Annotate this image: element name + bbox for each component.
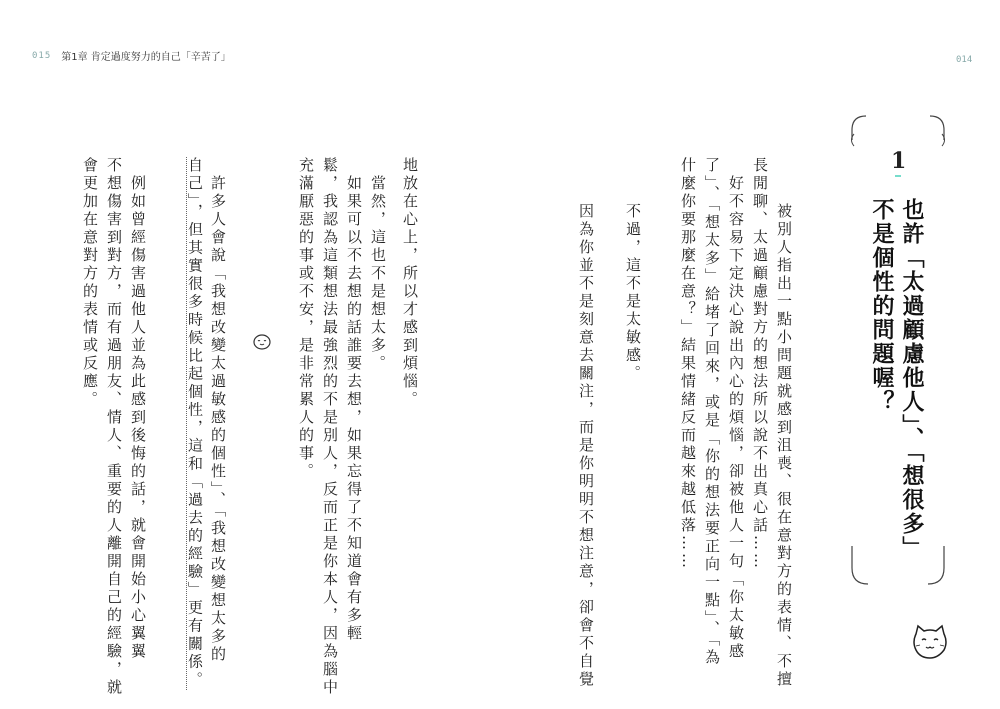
left-page-number: 015 [32, 50, 52, 61]
body-column: 因為你並不是刻意去關注，而是你明明不想注意，卻會不自覺 [577, 185, 595, 689]
small-face-icon [252, 332, 272, 356]
body-column: 地放在心上，所以才感到煩惱。 [401, 157, 419, 409]
body-column: 什麼你要那麼在意？」結果情緒反而越來越低落…… [679, 157, 697, 571]
body-column: 不過，這不是太敏感。 [624, 185, 642, 383]
section-title-line: 也許「太過顧慮他人」、「想很多」 [899, 198, 924, 560]
body-column: 被別人指出一點小問題就感到沮喪、很在意對方的表情、不擅 [775, 185, 793, 689]
section-number: 1 [891, 148, 907, 174]
body-column: 了」、「想太多」給堵了回來，或是「你的想法要正向一點」、「為 [703, 157, 721, 667]
section-title-box [848, 110, 948, 590]
right-page-number: 014 [956, 55, 973, 65]
body-column: 會更加在意對方的表情或反應。 [81, 157, 99, 409]
body-column: 許多人會說「我想改變太過敏感的個性」、「我想改變想太多的 [209, 157, 227, 664]
section-number-underline [895, 175, 901, 177]
body-column: 長閒聊、太過顧慮對方的想法所以說不出真心話…… [751, 157, 769, 571]
cat-mascot-icon [910, 622, 950, 666]
chapter-label: 第1章 肯定過度努力的自己「辛苦了」 [61, 52, 231, 63]
body-column: 例如曾經傷害過他人並為此感到後悔的話，就會開始小心翼翼 [129, 157, 147, 661]
body-column: 充滿厭惡的事或不安，是非常累人的事。 [297, 157, 315, 481]
body-column: 自己」，但其實很多時候比起個性，這和「過去的經驗」更有關係。 [186, 157, 204, 690]
body-column: 如果可以不去想的話誰要去想，如果忘得了不知道會有多輕 [345, 157, 363, 643]
body-column: 好不容易下定決心說出內心的煩惱，卻被他人一句「你太敏感 [727, 157, 745, 661]
title-frame [848, 110, 948, 590]
body-column: 當然，這也不是想太多。 [369, 157, 387, 373]
right-page [500, 0, 1000, 709]
body-column: 不想傷害到對方，而有過朋友、情人、重要的人離開自己的經驗，就 [105, 157, 123, 697]
body-column: 鬆，我認為這類想法最強烈的不是別人，反而正是你本人，因為腦中 [321, 157, 339, 697]
section-title-line: 不是個性的問題喔？ [869, 198, 894, 414]
left-running-header [32, 48, 231, 63]
